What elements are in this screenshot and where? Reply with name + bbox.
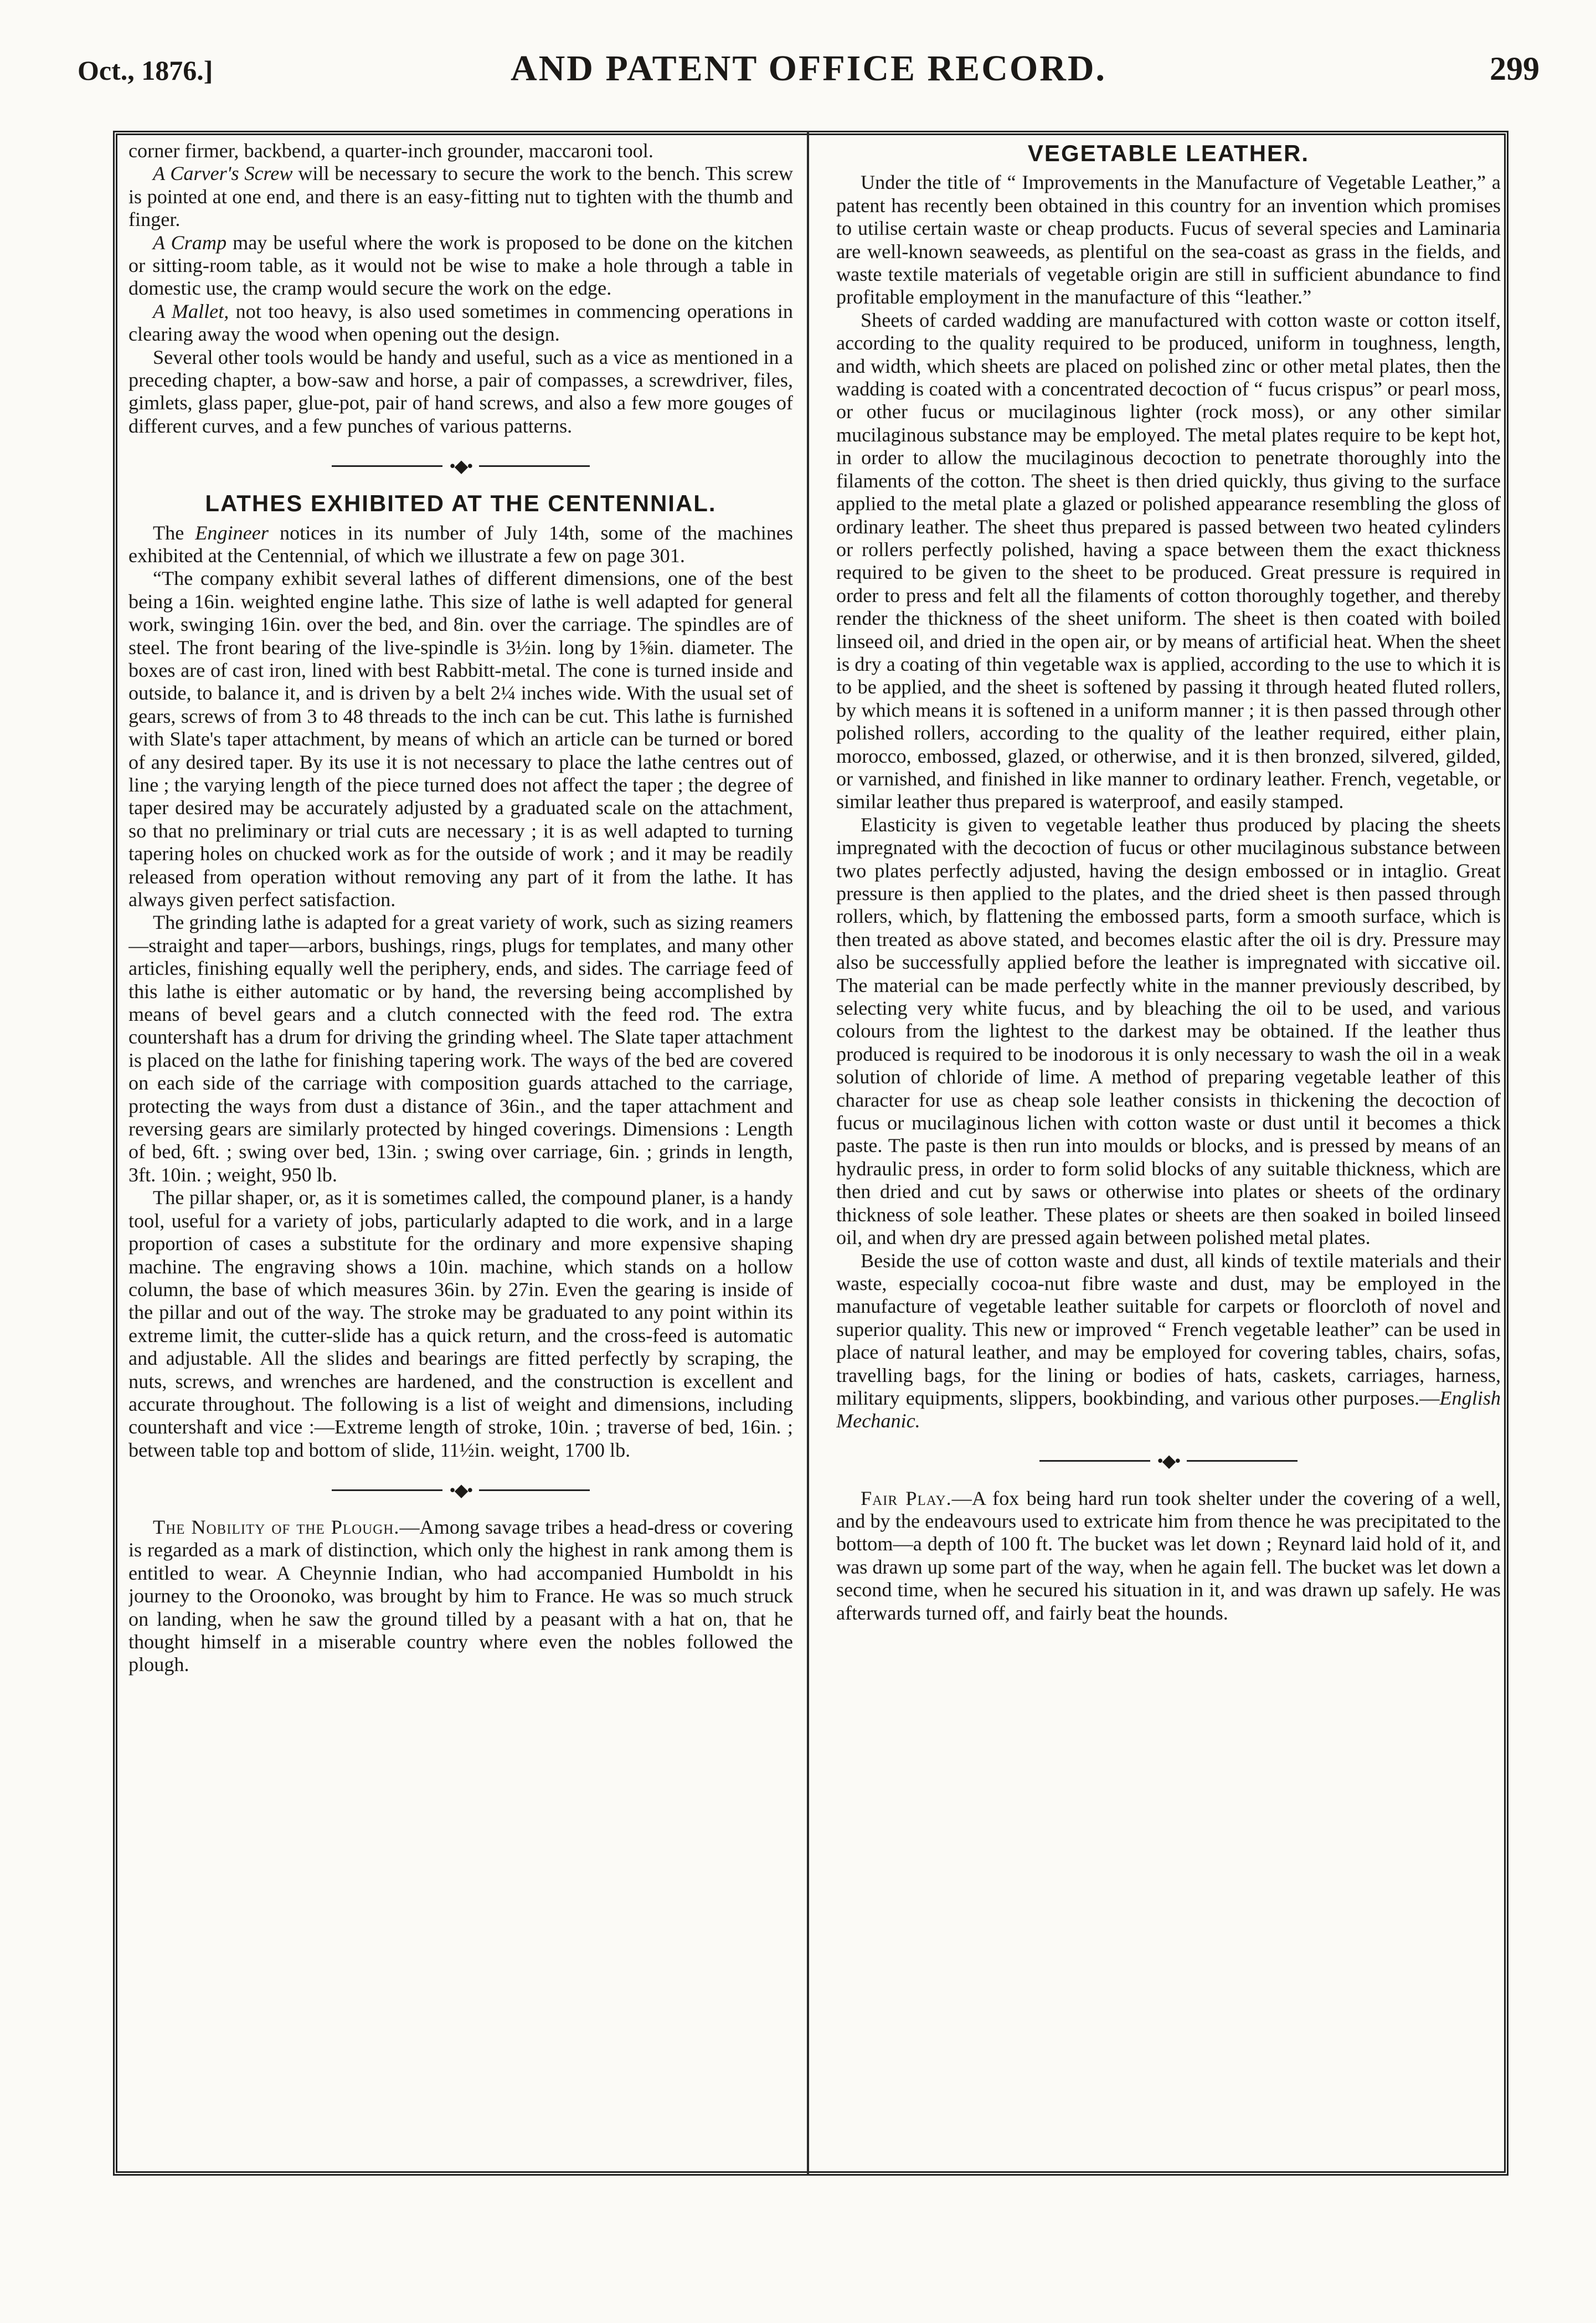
lathes-intro-post: notices in its number of July 14th, some of the machines exhibited at the Centennial, of which we illustrate a few on page 301. <box>128 521 793 567</box>
fair-play-paragraph <box>836 1487 1501 1625</box>
mallet-term: A Mallet, <box>153 300 229 322</box>
left-column <box>128 140 793 2161</box>
section-ornament <box>128 453 793 477</box>
veg-source: English Mechanic. <box>836 1386 1501 1432</box>
lathes-intro-pre: The <box>153 521 195 544</box>
mallet-text: not too heavy, is also used sometimes in commencing operations in clearing away the wood when opening out the design. <box>128 300 793 346</box>
header-date: Oct., 1876.] <box>78 55 213 86</box>
nobility-paragraph <box>128 1516 793 1677</box>
veg-uses-paragraph <box>836 1250 1501 1433</box>
right-column <box>836 140 1501 2161</box>
carver-screw-text: will be necessary to secure the work to the bench. This screw is pointed at one end, and there is an easy-fitting nut to tighten with the thumb and finger. <box>128 162 793 231</box>
cramp-text: may be useful where the work is proposed to be done on the kitchen or sitting-room table, as it would not be wise to make a hole through a table in domestic use, the cramp would secure the work on the edge. <box>128 231 793 300</box>
column-divider <box>807 131 809 2176</box>
ornament-glyph: •◆• <box>449 455 472 476</box>
cramp-paragraph <box>128 232 793 300</box>
cramp-term: A Cramp <box>153 231 227 254</box>
fair-play-heading: Fair Play. <box>861 1487 952 1509</box>
veg-elasticity-paragraph: Elasticity is given to vegetable leather thus produced by placing the sheets impregnated with the decoction of fucus or other mucilaginous substance between two plates perfectly adjusted, having the design embossed or in intaglio. Great pressure is then applied to the plates, and the dried sheet is then passed through rollers, which, by flattening the embossed parts, form a smooth surface, which is then treated as above stated, and becomes elastic after the oil is dry. Pressure may also be successfully applied before the leather is impregnated with siccative oil. The material can be made perfectly white in the manner previously described, by selecting very white fucus, and by bleaching the oil to be used, and various colours from the lightest to the darkest may be obtained. If the leather thus produced is required to be inodorous it is only necessary to wash the oil in a weak solution of chloride of lime. A method of preparing vegetable leather of this character for use as cheap sole leather consists in thickening the decoction of fucus or mucilaginous lichen with cotton waste or dust until it becomes a thick paste. The paste is then run into moulds or blocks, and is pressed by means of an hydraulic press, in order to form solid blocks of any suitable thickness, which are then dried and cut by saws or otherwise into plates or sheets of the ordinary thickness of sole leather. These plates or sheets are then soaked in boiled linseed oil, and when dry are pressed again between polished metal plates. <box>836 813 1501 1249</box>
other-tools-paragraph: Several other tools would be handy and useful, such as a vice as mentioned in a preceding chapter, a bow-saw and horse, a pair of compasses, a screwdriver, files, gimlets, glass paper, glue-pot, pair of hand screws, and also a few more gouges of different curves, and a few punches of various patterns. <box>128 346 793 437</box>
grinding-lathe-paragraph: The grinding lathe is adapted for a great variety of work, such as sizing reamers—straight and taper—arbors, bushings, rings, plugs for templates, and many other articles, finishing equally well the periphery, ends, and sides. The carriage feed of this lathe is either automatic or by hand, the reversing being accomplished by means of bevel gears and a clutch connected with the feed rod. The extra countershaft has a drum for driving the grinding wheel. The Slate taper attachment is placed on the lathe for finishing tapering work. The ways of the bed are covered on each side of the carriage with composition guards attached to the carriage, protecting the ways from dust a distance of 36in., and the taper attachment and reversing gears are similarly protected by hinged coverings. Dimensions : Length of bed, 6ft. ; swing over bed, 13in. ; swing over carriage, 6in. ; grinds in length, 3ft. 10in. ; weight, 950 lb. <box>128 911 793 1186</box>
section-ornament-2 <box>128 1477 793 1502</box>
veg-uses-text: Beside the use of cotton waste and dust, all kinds of textile materials and their waste, especially cocoa-nut fibre waste and dust, may be employed in the manufacture of vegetable leather suitable for carpets or floorcloth of novel and superior quality. This new or improved “ French vegetable leather” can be used in place of natural leather, and may be employed for covering tables, chairs, sofas, travelling bags, for the lining or bodies of hats, caskets, carriages, harness, military equipments, slippers, bookbinding, and various other purposes.— <box>836 1249 1501 1409</box>
ornament-glyph-2: •◆• <box>449 1479 472 1500</box>
veg-process-paragraph: Sheets of carded wadding are manufactured with cotton waste or cotton itself, according to the quality required to be produced, uniform in toughness, length, and width, which sheets are placed on polished zinc or other metal plates, then the wadding is coated with a concentrated decoction of “ fucus crispus” or pearl moss, or other fucus or mucilaginous lighter (rock moss), or any other similar mucilaginous substance may be employed. The metal plates require to be kept hot, in order to allow the mucilaginous decoction to penetrate thoroughly into the filaments of the cotton. The sheet is then dried quickly, thus giving to the surface applied to the metal plate a glazed or polished appearance resembling the gloss of ordinary leather. The sheet thus prepared is passed between two heated cylinders or rollers perfectly polished, having a space between them the exact thickness required to be given to the sheet to be produced. Great pressure is required in order to press and felt all the filaments of cotton thoroughly together, and thereby render the thickness of the sheet uniform. The sheet is then coated with boiled linseed oil, and dried in the open air, or by means of artificial heat. When the sheet is dry a coating of thin vegetable wax is applied, according to the use to which it is to be applied, and the sheet is softened by passing it through heated fluted rollers, by which means it is softened in a uniform manner ; it is then passed through other polished rollers, according to the quality of the leather required, either plain, morocco, embossed, glazed, or otherwise, and it is then bronzed, silvered, gilded, or varnished, and finished in like manner to ordinary leather. French, vegetable, or similar leather thus prepared is waterproof, and easily stamped. <box>836 309 1501 813</box>
engine-lathe-paragraph: “The company exhibit several lathes of different dimensions, one of the best being a 16in. weighted engine lathe. This size of lathe is well adapted for general work, swinging 16in. over the bed, and 8in. over the carriage. The spindles are of steel. The front bearing of the live-spindle is 3½in. long by 1⅝in. diameter. The boxes are of cast iron, lined with best Rabbitt-metal. The cone is turned inside and outside, to balance it, and is driven by a belt 2¼ inches wide. With the usual set of gears, screws of from 3 to 48 threads to the inch can be cut. This lathe is furnished with Slate's taper attachment, by means of which an article can be turned or bored of any desired taper. By its use it is not necessary to place the lathe centres out of line ; the varying length of the piece turned does not affect the taper ; the degree of taper desired may be accurately adjusted by a graduated scale on the attachment, so that no preliminary or trial cuts are necessary ; it is as well adapted to turning tapering holes on chucked work as for the outside of work ; and it may be readily released from operation without removing any part of it from the lathe. It has always given perfect satisfaction. <box>128 567 793 911</box>
section-ornament-3 <box>836 1448 1501 1473</box>
veg-intro-paragraph: Under the title of “ Improvements in the Manufacture of Vegetable Leather,” a patent has recently been obtained in this country for an invention which promises to utilise certain waste or cheap products. Fucus of several species and Laminaria are well-known seaweeds, as plentiful on the sea-coast as grass in the fields, and waste textile materials of vegetable origin are still in sufficient abundance to find profitable employment in the manufacture of this “leather.” <box>836 171 1501 309</box>
page-header <box>78 38 1540 99</box>
carver-screw-term: A Carver's Screw <box>153 162 293 185</box>
mallet-paragraph <box>128 300 793 346</box>
engineer-title: Engineer <box>195 521 269 544</box>
vegetable-leather-heading: VEGETABLE LEATHER. <box>1027 140 1310 166</box>
tools-continuation-paragraph: corner firmer, backbend, a quarter-inch grounder, maccaroni tool. <box>128 140 653 162</box>
pillar-shaper-paragraph: The pillar shaper, or, as it is sometimes called, the compound planer, is a handy tool, useful for a variety of jobs, particularly adapted to die work, and in a large proportion of cases a substitute for the ordinary and more expensive shaping machine. The engraving shows a 10in. machine, which stands on a hollow column, the base of which measures 36in. by 27in. Even the gearing is inside of the pillar and out of the way. The stroke may be graduated to any point within its extreme limit, the cutter-slide has a quick return, and the cross-feed is automatic and adjustable. All the slides and bearings are fitted perfectly by scraping, the nuts, screws, and wrenches are hardened, and the construction is excellent and accurate throughout. The following is a list of weight and dimensions, including countershaft and vice :—Extreme length of stroke, 10in. ; traverse of bed, 16in. ; between table top and bottom of slide, 11½in. weight, 1700 lb. <box>128 1186 793 1461</box>
nobility-text: —Among savage tribes a head-dress or covering is regarded as a mark of distinction, which only the highest in rank among them is entitled to wear. A Cheynnie Indian, who had accompanied Humboldt in his journey to the Oroonoko, was brought by him to France. He was so much struck on landing, when he saw the ground tilled by a peasant with a hat on, that he thought himself in a miserable country where even the nobles followed the plough. <box>128 1515 793 1676</box>
page-number: 299 <box>1490 50 1540 87</box>
header-title: AND PATENT OFFICE RECORD. <box>510 48 1107 89</box>
nobility-heading: The Nobility of the Plough. <box>153 1515 400 1538</box>
carver-screw-paragraph <box>128 162 793 231</box>
fair-play-text: —A fox being hard run took shelter under the covering of a well, and by the endeavours used to extricate him from thence he was precipitated to the bottom—a depth of 100 ft. The bucket was let down ; Reynard laid hold of it, and was drawn up some part of the way, when he again fell. The bucket was let down a second time, when he secured his situation in it, and was drawn up safely. He was afterwards turned off, and fairly beat the hounds. <box>836 1487 1501 1624</box>
lathes-intro-paragraph <box>128 522 793 568</box>
ornament-glyph-3: •◆• <box>1157 1451 1180 1471</box>
lathes-heading: LATHES EXHIBITED AT THE CENTENNIAL. <box>205 490 717 517</box>
